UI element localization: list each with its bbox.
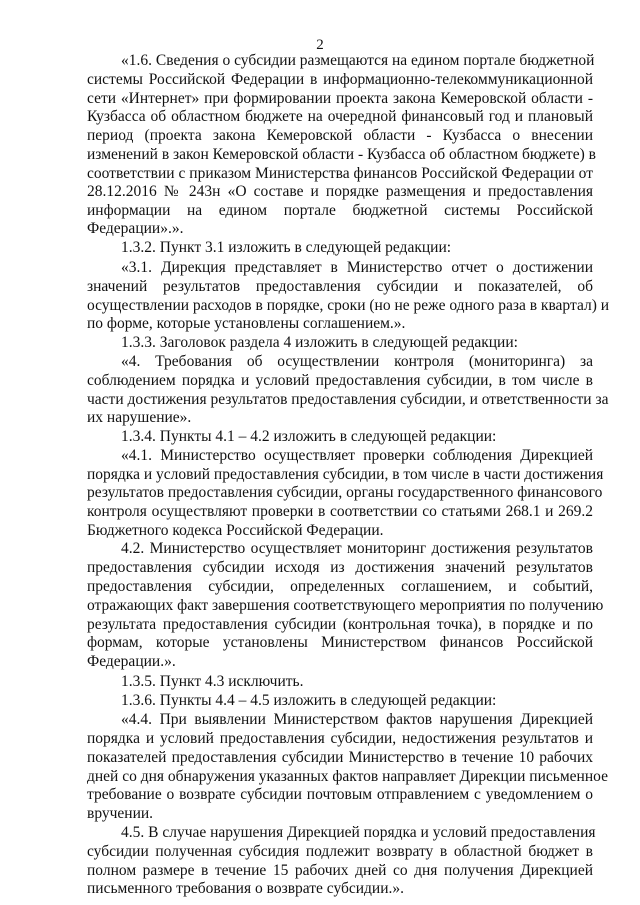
text-line: контроля осуществляют проверки в соответствии со статьями 268.1 и 269.2 <box>87 503 593 520</box>
text-line: 1.3.4. Пункты 4.1 – 4.2 изложить в следующей редакции: <box>121 428 497 445</box>
text-line: значений результатов предоставления субсидии и показателей, об <box>87 278 593 295</box>
page-number: 2 <box>316 37 324 53</box>
text-line: 1.3.6. Пункты 4.4 – 4.5 изложить в следующей редакции: <box>121 692 497 709</box>
text-line: по форме, которые установлены соглашением.». <box>87 315 406 332</box>
text-line: «4.4. При выявлении Министерством фактов нарушения Дирекцией <box>121 711 593 728</box>
text-line: дней со дня обнаружения указанных фактов направляет Дирекции письменное <box>87 768 608 785</box>
text-line: предоставления субсидии исходя из достижения значений результатов <box>87 559 593 576</box>
text-line: требование о возврате субсидии почтовым отправлением с уведомлением о <box>87 786 593 803</box>
text-line: осуществлении расходов в порядке, сроки (но не реже одного раза в квартал) и <box>87 297 610 314</box>
text-line: порядка и условий предоставления субсидии, в том числе в части достижения <box>87 466 604 483</box>
text-line: 1.3.5. Пункт 4.3 исключить. <box>121 673 304 690</box>
text-line: изменений в закон Кемеровской области - Кузбасса об областном бюджете) в <box>87 146 596 163</box>
text-line: письменного требования о возврате субсидии.». <box>87 880 405 897</box>
text-line: «3.1. Дирекция представляет в Министерство отчет о достижении <box>121 259 593 276</box>
text-line: 4.5. В случае нарушения Дирекцией порядка и условий предоставления <box>121 824 596 841</box>
text-line: 1.3.2. Пункт 3.1 изложить в следующей редакции: <box>121 239 452 256</box>
text-line: части достижения результатов предоставления субсидии, и ответственности за <box>87 391 609 408</box>
text-line: их нарушение». <box>87 409 192 426</box>
text-line: 1.3.3. Заголовок раздела 4 изложить в следующей редакции: <box>121 334 518 351</box>
text-line: вручении. <box>87 805 154 822</box>
text-line: порядка и условий предоставления субсидии, недостижения результатов и <box>87 730 593 747</box>
text-line: соответствии с приказом Министерства финансов Российской Федерации от <box>87 165 593 182</box>
text-line: полном размере в течение 15 рабочих дней со дня получения Дирекцией <box>87 862 593 879</box>
text-line: 28.12.2016 № 243н «О составе и порядке размещения и предоставления <box>87 183 593 200</box>
text-line: результатов предоставления субсидии, органы государственного финансового <box>87 484 603 501</box>
text-line: Бюджетного кодекса Российской Федерации. <box>87 522 384 539</box>
text-line: информации на едином портале бюджетной системы Российской <box>87 202 593 219</box>
text-line: сети «Интернет» при формировании проекта закона Кемеровской области - <box>87 90 593 107</box>
text-line: «4.1. Министерство осуществляет проверки соблюдения Дирекцией <box>121 447 593 464</box>
text-line: Кузбасса об областном бюджете на очередной финансовый год и плановый <box>87 108 593 125</box>
text-line: отражающих факт завершения соответствующего мероприятия по получению <box>87 597 604 614</box>
text-line: предоставления субсидии, определенных соглашением, и событий, <box>87 578 593 595</box>
text-line: 4.2. Министерство осуществляет мониторинг достижения результатов <box>121 540 593 557</box>
text-line: Федерации».». <box>87 220 184 237</box>
text-line: результата предоставления субсидии (контрольная точка), в порядке и по <box>87 616 593 633</box>
text-line: формам, которые установлены Министерством финансов Российской <box>87 634 593 651</box>
text-line: показателей предоставления субсидии Министерство в течение 10 рабочих <box>87 749 593 766</box>
text-line: соблюдением порядка и условий предоставления субсидии, в том числе в <box>87 372 593 389</box>
text-line: системы Российской Федерации в информационно-телекоммуникационной <box>87 71 593 88</box>
text-line: период (проекта закона Кемеровской области - Кузбасса о внесении <box>87 127 593 144</box>
text-line: Федерации.». <box>87 653 176 670</box>
text-line: «1.6. Сведения о субсидии размещаются на едином портале бюджетной <box>121 52 595 69</box>
text-line: «4. Требования об осуществлении контроля (мониторинга) за <box>121 353 593 370</box>
text-line: субсидии полученная субсидия подлежит возврату в областной бюджет в <box>87 843 593 860</box>
